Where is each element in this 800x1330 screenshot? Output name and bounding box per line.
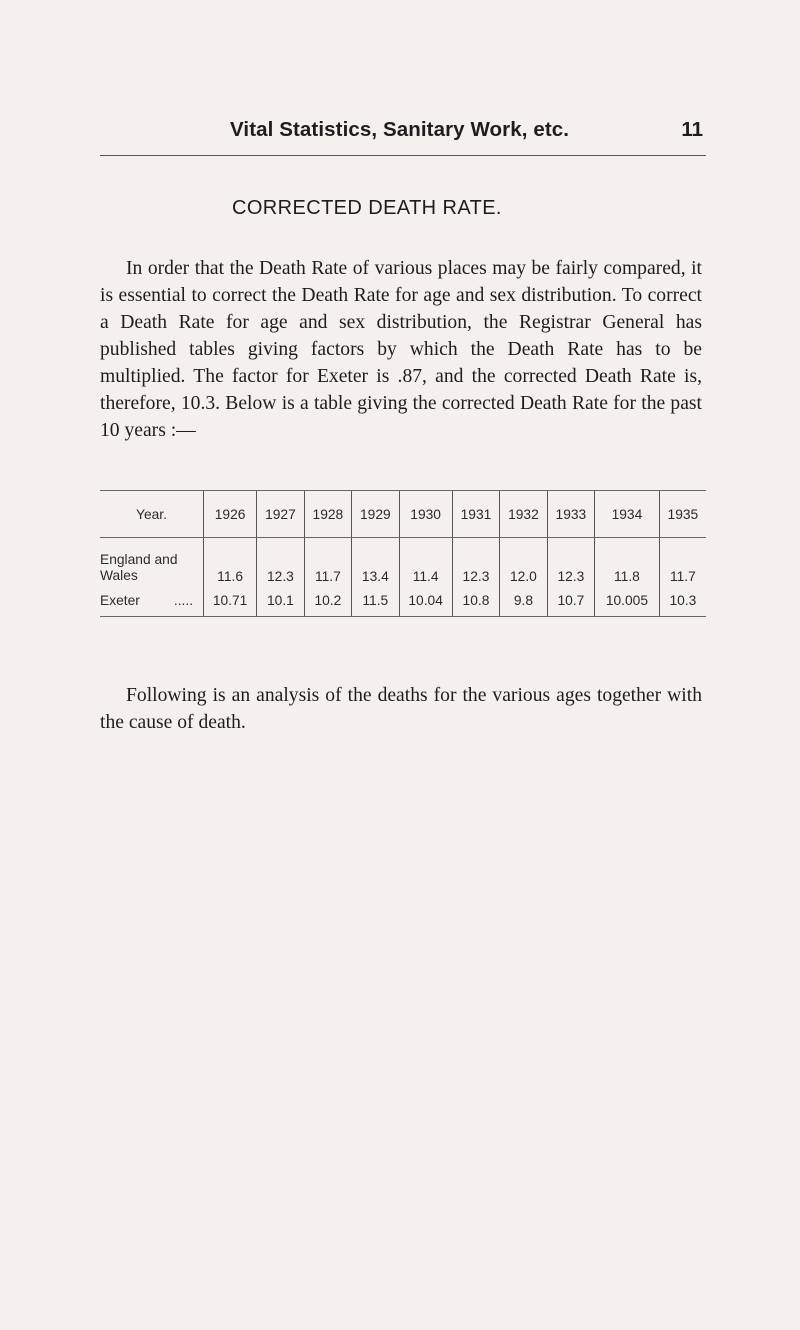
rate-cell: 11.7 (659, 552, 706, 584)
row-label-england-wales (100, 552, 204, 584)
rate-cell: 9.8 (500, 584, 547, 617)
rate-cell: 11.8 (595, 552, 660, 584)
year-cell: 1928 (304, 491, 351, 538)
rate-cell: 10.04 (399, 584, 452, 617)
rate-cell: 10.7 (547, 584, 594, 617)
row-label-leader: ..... (173, 592, 194, 608)
year-cell: 1929 (352, 491, 399, 538)
rate-cell: 11.5 (352, 584, 399, 617)
year-cell: 1931 (452, 491, 499, 538)
rate-cell: 12.3 (547, 552, 594, 584)
rate-cell: 10.005 (595, 584, 660, 617)
row-label-line: England and (100, 552, 178, 567)
page-number: 11 (681, 118, 703, 141)
year-cell: 1932 (500, 491, 547, 538)
rate-cell: 13.4 (352, 552, 399, 584)
rate-cell: 12.3 (452, 552, 499, 584)
rate-cell: 10.3 (659, 584, 706, 617)
following-paragraph: Following is an analysis of the deaths for the various ages together with the cause of death. (100, 685, 702, 733)
rate-cell: 10.2 (304, 584, 351, 617)
rate-cell: 12.3 (257, 552, 304, 584)
rate-cell: 11.4 (399, 552, 452, 584)
table-row-exeter (100, 584, 706, 617)
table-spacer-row (100, 538, 706, 553)
rate-cell: 10.1 (257, 584, 304, 617)
row-label-text: Exeter (100, 592, 140, 608)
row-label-exeter (100, 584, 204, 617)
year-cell: 1934 (595, 491, 660, 538)
year-cell: 1933 (547, 491, 594, 538)
table-row-england-wales (100, 552, 706, 584)
year-cell: 1930 (399, 491, 452, 538)
table-header-row (100, 491, 706, 538)
rate-cell: 10.8 (452, 584, 499, 617)
rate-cell: 11.7 (304, 552, 351, 584)
intro-paragraph: In order that the Death Rate of various places may be fairly compared, it is essential to correct the Death Rate for age and sex distribution. To correct a Death Rate for age and sex distribution, the Registrar General has published tables giving factors by which the Death Rate has to be multiplied. The factor for Exeter is .87, and the corrected Death Rate is, therefore, 10.3. Below is a table giving the corrected Death Rate for the past 10 years :— (100, 258, 702, 441)
year-header: Year. (100, 491, 204, 538)
rate-cell: 11.6 (204, 552, 257, 584)
rate-cell: 12.0 (500, 552, 547, 584)
header-rule (100, 155, 706, 156)
year-cell: 1926 (204, 491, 257, 538)
year-cell: 1927 (257, 491, 304, 538)
row-label-line: Wales (100, 568, 138, 583)
rate-cell: 10.71 (204, 584, 257, 617)
running-head-title: Vital Statistics, Sanitary Work, etc. (230, 118, 570, 141)
death-rate-table (100, 490, 706, 617)
section-title: CORRECTED DEATH RATE. (232, 197, 502, 219)
year-cell: 1935 (659, 491, 706, 538)
running-head (100, 118, 708, 152)
